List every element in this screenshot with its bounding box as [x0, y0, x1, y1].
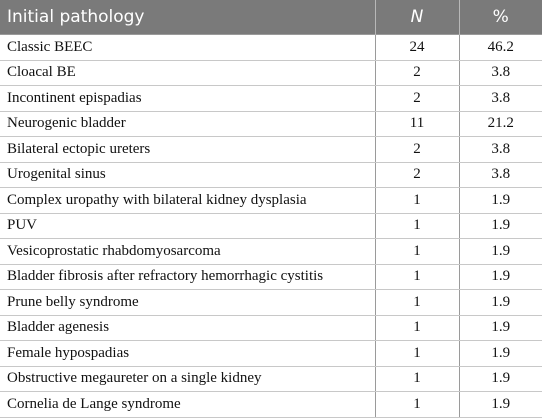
percent-cell: 1.9 — [459, 264, 542, 290]
count-cell: 1 — [375, 366, 459, 392]
percent-cell: 21.2 — [459, 111, 542, 137]
percent-cell: 1.9 — [459, 392, 542, 418]
count-cell: 1 — [375, 188, 459, 214]
pathology-cell: Vesicoprostatic rhabdomyosarcoma — [0, 239, 375, 265]
count-cell: 11 — [375, 111, 459, 137]
pathology-cell: Bladder agenesis — [0, 315, 375, 341]
count-cell: 2 — [375, 86, 459, 112]
pathology-cell: Bilateral ectopic ureters — [0, 137, 375, 163]
percent-cell: 3.8 — [459, 60, 542, 86]
table-row — [0, 239, 542, 265]
table-row — [0, 341, 542, 367]
pathology-cell: Cornelia de Lange syndrome — [0, 392, 375, 418]
count-cell: 1 — [375, 290, 459, 316]
count-cell: 2 — [375, 137, 459, 163]
pathology-cell: Obstructive megaureter on a single kidney — [0, 366, 375, 392]
table-row — [0, 213, 542, 239]
pathology-cell: PUV — [0, 213, 375, 239]
count-cell: 2 — [375, 162, 459, 188]
pathology-cell: Neurogenic bladder — [0, 111, 375, 137]
percent-cell: 1.9 — [459, 315, 542, 341]
pathology-cell: Incontinent epispadias — [0, 86, 375, 112]
header-initial-pathology: Initial pathology — [0, 0, 375, 35]
count-cell: 1 — [375, 264, 459, 290]
percent-cell: 1.9 — [459, 290, 542, 316]
header-row — [0, 0, 542, 35]
percent-cell: 1.9 — [459, 213, 542, 239]
percent-cell: 46.2 — [459, 35, 542, 61]
pathology-cell: Classic BEEC — [0, 35, 375, 61]
table-header — [0, 0, 542, 35]
pathology-cell: Female hypospadias — [0, 341, 375, 367]
table-row — [0, 137, 542, 163]
percent-cell: 1.9 — [459, 366, 542, 392]
table-row — [0, 86, 542, 112]
table-row — [0, 111, 542, 137]
pathology-cell: Cloacal BE — [0, 60, 375, 86]
count-cell: 1 — [375, 213, 459, 239]
table-row — [0, 315, 542, 341]
pathology-cell: Urogenital sinus — [0, 162, 375, 188]
percent-cell: 3.8 — [459, 137, 542, 163]
table-row — [0, 60, 542, 86]
header-percent: % — [459, 0, 542, 35]
table-row — [0, 264, 542, 290]
pathology-cell: Prune belly syndrome — [0, 290, 375, 316]
table-row — [0, 290, 542, 316]
percent-cell: 1.9 — [459, 239, 542, 265]
percent-cell: 3.8 — [459, 86, 542, 112]
count-cell: 1 — [375, 392, 459, 418]
table-row — [0, 188, 542, 214]
count-cell: 2 — [375, 60, 459, 86]
table-body — [0, 35, 542, 418]
count-cell: 1 — [375, 239, 459, 265]
count-cell: 1 — [375, 341, 459, 367]
percent-cell: 1.9 — [459, 188, 542, 214]
percent-cell: 1.9 — [459, 341, 542, 367]
table-row — [0, 392, 542, 418]
percent-cell: 3.8 — [459, 162, 542, 188]
table-row — [0, 162, 542, 188]
count-cell: 24 — [375, 35, 459, 61]
table-row — [0, 366, 542, 392]
pathology-cell: Complex uropathy with bilateral kidney dysplasia — [0, 188, 375, 214]
count-cell: 1 — [375, 315, 459, 341]
table-row — [0, 35, 542, 61]
header-n: N — [375, 0, 459, 35]
pathology-cell: Bladder fibrosis after refractory hemorrhagic cystitis — [0, 264, 375, 290]
